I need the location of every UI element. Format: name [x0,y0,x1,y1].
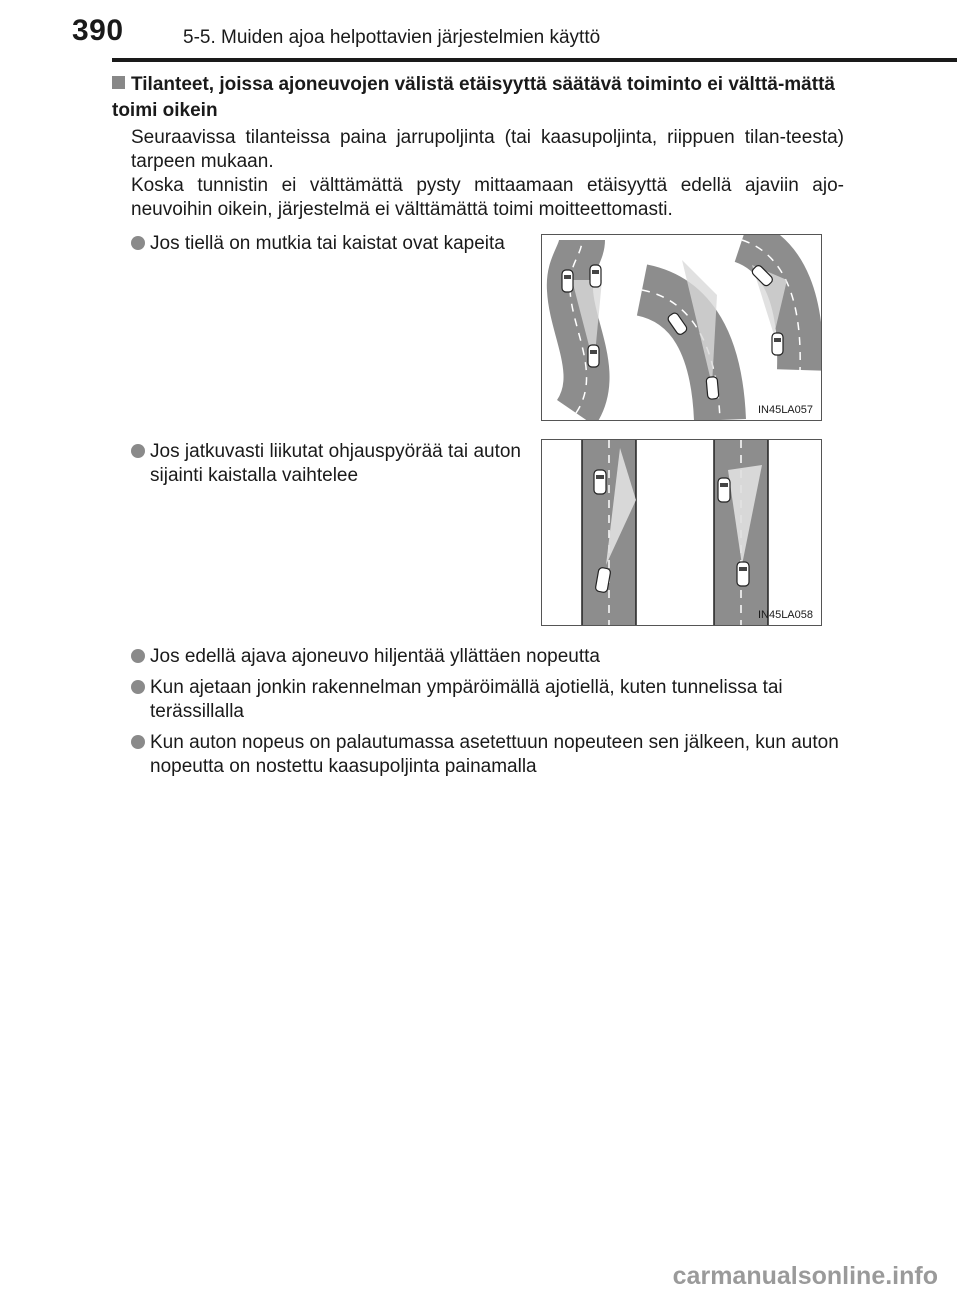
list-item-text: Jos edellä ajava ajoneuvo hiljentää yllättäen nopeutta [150,646,600,667]
bullet-dot-icon [131,444,145,458]
figure-curved-roads [541,234,822,421]
list-item-text: Kun auton nopeus on palautumassa asetettuun nopeuteen sen jälkeen, kun auton nopeutta on nostettu kaasupoljinta painamalla [150,732,839,777]
square-bullet-icon [112,76,125,89]
section-heading [112,72,852,124]
list-item-text: Jos jatkuvasti liikutat ohjauspyörää tai auton sijainti kaistalla vaihtelee [150,441,521,486]
figure-lane-weaving [541,439,822,626]
figure-code: IN45LA057 [757,404,813,416]
chapter-title: 5-5. Muiden ajoa helpottavien järjestelmien käyttö [183,27,601,48]
bullet-dot-icon [131,236,145,250]
list-item [131,440,521,488]
list-item [131,232,521,256]
list-item-text: Kun ajetaan jonkin rakennelman ympäröimällä ajotiellä, kuten tunnelissa tai terässillalla [150,677,783,722]
watermark: carmanualsonline.info [672,1262,938,1290]
list-item [131,731,844,779]
bullet-dot-icon [131,735,145,749]
list-item-text: Jos tiellä on mutkia tai kaistat ovat kapeita [150,233,505,254]
list-item [131,645,844,669]
header-rule [112,58,957,62]
intro-text [131,126,844,222]
bullet-dot-icon [131,680,145,694]
page-number: 390 [72,14,124,47]
intro-paragraph: Koska tunnistin ei välttämättä pysty mittaamaan etäisyyttä edellä ajaviin ajo-neuvoihin oikein, järjestelmä ei välttämättä toimi moitteettomasti. [131,175,844,220]
list-item [131,676,844,724]
lane-weaving-illustration [542,440,821,625]
figure-code: IN45LA058 [757,609,813,621]
curved-roads-illustration [542,235,821,420]
intro-paragraph: Seuraavissa tilanteissa paina jarrupoljinta (tai kaasupoljinta, riippuen tilan-teesta) tarpeen mukaan. [131,127,844,172]
section-heading-text: Tilanteet, joissa ajoneuvojen välistä etäisyyttä säätävä toiminto ei välttä-mättä toimi oikein [112,74,835,121]
bullet-dot-icon [131,649,145,663]
page-header [0,0,960,60]
